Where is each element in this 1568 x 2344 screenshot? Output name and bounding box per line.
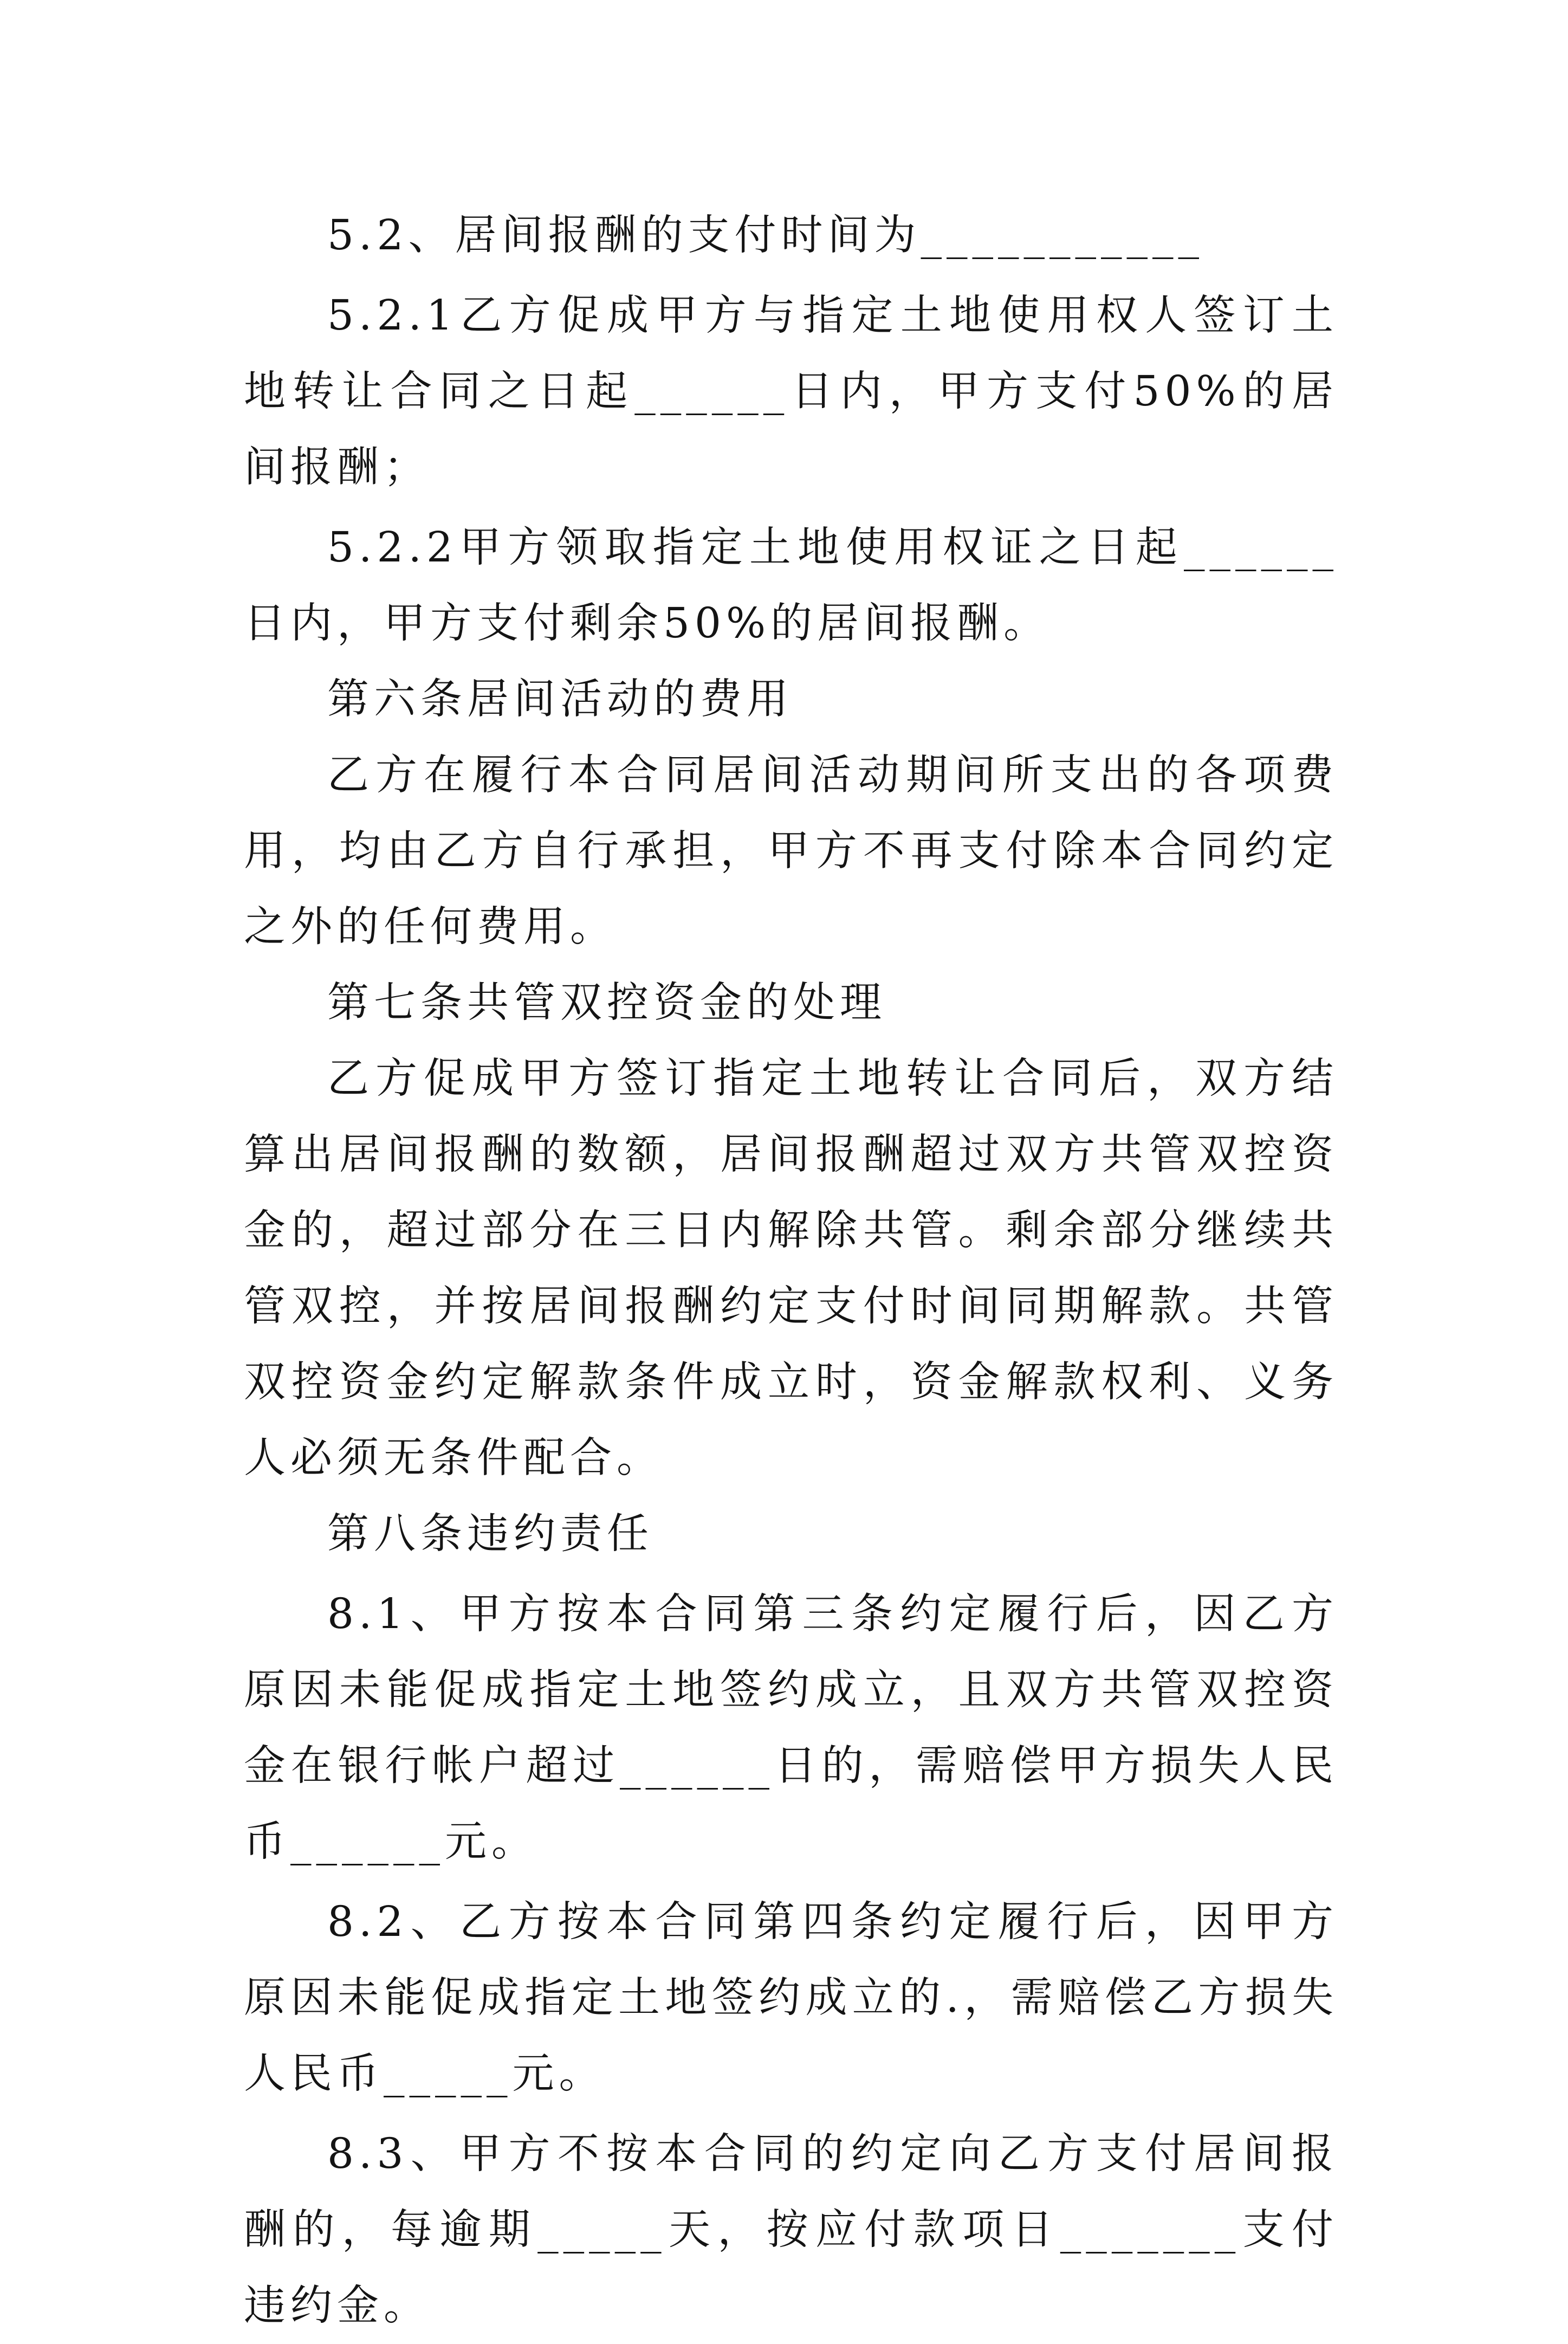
clause-5-2: 5.2、居间报酬的支付时间为___________ — [327, 211, 1204, 260]
clause-8-1: 8.1、甲方按本合同第三条约定履行后，因乙方原因未能促成指定土地签约成立，且双方共管双控资金在银行帐户超过______日的，需赔偿甲方损失人民币______元。 — [244, 1590, 1338, 1866]
clause-5-2-2: 5.2.2甲方领取指定土地使用权证之日起______日内，甲方支付剩余50%的居间报酬。 — [244, 524, 1338, 648]
clause-8-3: 8.3、甲方不按本合同的约定向乙方支付居间报酬的，每逾期_____天，按应付款项日_______支付违约金。 — [244, 2130, 1338, 2330]
article-7-body: 乙方促成甲方签订指定土地转让合同后，双方结算出居间报酬的数额，居间报酬超过双方共管双控资金的，超过部分在三日内解除共管。剩余部分继续共管双控，并按居间报酬约定支付时间同期解款。共管双控资金约定解款条件成立时，资金解款权利、义务人必须无条件配合。 — [244, 1055, 1338, 1482]
clause-5-2-1: 5.2.1乙方促成甲方与指定土地使用权人签订土地转让合同之日起______日内，甲方支付50%的居间报酬； — [244, 292, 1338, 492]
article-6-heading: 第六条居间活动的费用 — [327, 675, 793, 724]
document-body — [244, 198, 1338, 2344]
clause-8-2: 8.2、乙方按本合同第四条约定履行后，因甲方原因未能促成指定土地签约成立的.，需赔偿乙方损失人民币_____元。 — [244, 1898, 1338, 2098]
article-7-heading: 第七条共管双控资金的处理 — [327, 979, 886, 1027]
article-6-body: 乙方在履行本合同居间活动期间所支出的各项费用，均由乙方自行承担，甲方不再支付除本合同约定之外的任何费用。 — [244, 751, 1338, 951]
article-8-heading: 第八条违约责任 — [327, 1510, 653, 1558]
